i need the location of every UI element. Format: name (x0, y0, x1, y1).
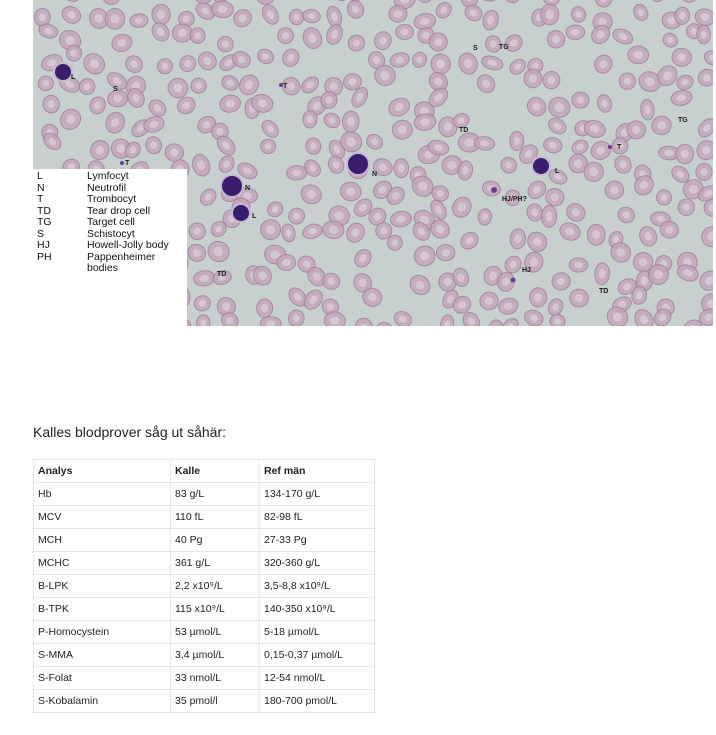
reference-value-cell: 3,5-8,8 x10⁹/L (260, 575, 375, 598)
cell-label: N (372, 171, 378, 178)
red-blood-cell (190, 28, 205, 44)
red-blood-cell (172, 24, 192, 43)
patient-value-cell: 361 g/L (171, 552, 260, 575)
patient-value-cell: 115 x10⁹/L (171, 598, 260, 621)
patient-value-cell: 3,4 µmol/L (171, 644, 260, 667)
analysis-cell: S-Kobalamin (34, 690, 171, 713)
reference-value-cell: 140-350 x10⁹/L (260, 598, 375, 621)
cell-label: TD (217, 271, 227, 278)
legend-abbr: HJ (37, 239, 50, 251)
patient-value-cell: 110 fL (171, 506, 260, 529)
legend-abbr: PH (37, 250, 52, 263)
cell-label: TG (499, 44, 509, 51)
reference-value-cell: 0,15-0,37 µmol/L (260, 644, 375, 667)
analysis-cell: Hb (34, 483, 171, 506)
red-blood-cell (256, 299, 272, 318)
legend-abbr: TG (37, 216, 52, 228)
column-header-reference: Ref män (260, 460, 375, 483)
table-header-row (34, 460, 375, 483)
legend-abbr: T (37, 193, 44, 205)
cell-label: T (125, 160, 130, 167)
analysis-cell: MCV (34, 506, 171, 529)
inclusion-body (491, 187, 497, 193)
cell-label: L (555, 168, 560, 175)
cell-label: N (245, 185, 251, 192)
cell-label: TD (459, 127, 469, 134)
reference-value-cell: 180-700 pmol/L (260, 690, 375, 713)
analysis-cell: P-Homocystein (34, 621, 171, 644)
legend-name: Trombocyt (87, 193, 137, 205)
red-blood-cell (696, 163, 712, 180)
reference-value-cell: 320-360 g/L (260, 552, 375, 575)
table-row (34, 598, 375, 621)
cell-label: HJ/PH? (502, 196, 527, 203)
analysis-cell: S-MMA (34, 644, 171, 667)
lab-results-table (33, 459, 375, 713)
red-blood-cell (342, 111, 360, 133)
cell-label: L (252, 213, 257, 220)
legend-name: Target cell (87, 216, 135, 228)
legend-name: Schistocyt (87, 227, 135, 240)
cell-label: TD (599, 288, 609, 295)
patient-value-cell: 40 Pg (171, 529, 260, 552)
analysis-cell: MCHC (34, 552, 171, 575)
analysis-cell: S-Folat (34, 667, 171, 690)
legend-item (33, 240, 187, 252)
red-blood-cell (566, 25, 585, 40)
table-row (34, 667, 375, 690)
neutrophil-cell (347, 153, 369, 175)
cell-label: S (113, 86, 118, 93)
inclusion-body (511, 278, 516, 283)
red-blood-cell (628, 46, 649, 64)
legend-name: Neutrofil (87, 181, 127, 194)
patient-value-cell: 35 pmol/l (171, 690, 260, 713)
cell-label: S (473, 45, 478, 52)
table-row (34, 621, 375, 644)
legend-item (33, 171, 187, 183)
legend-abbr: N (37, 181, 45, 194)
reference-value-cell: 82-98 fL (260, 506, 375, 529)
analysis-cell: B-LPK (34, 575, 171, 598)
reference-value-cell: 134-170 g/L (260, 483, 375, 506)
lymphocyte-cell (54, 63, 72, 81)
analysis-cell: MCH (34, 529, 171, 552)
red-blood-cell (152, 4, 170, 24)
table-row (34, 529, 375, 552)
legend-abbr: L (37, 170, 43, 182)
cell-label: T (617, 144, 622, 151)
red-blood-cell (697, 25, 711, 44)
lab-results-heading: Kalles blodprover såg ut såhär: (33, 424, 226, 440)
reference-value-cell: 27-33 Pg (260, 529, 375, 552)
patient-value-cell: 2,2 x10⁹/L (171, 575, 260, 598)
table-row (34, 575, 375, 598)
cell-label: T (283, 83, 288, 90)
red-blood-cell (587, 224, 606, 245)
column-header-analysis: Analys (34, 460, 171, 483)
red-blood-cell (569, 258, 588, 272)
platelet-cell (608, 145, 612, 149)
legend-name: Howell-Jolly body (87, 239, 169, 251)
column-header-patient: Kalle (171, 460, 260, 483)
red-blood-cell (66, 45, 81, 61)
table-row (34, 552, 375, 575)
patient-value-cell: 33 nmol/L (171, 667, 260, 690)
platelet-cell (120, 161, 124, 165)
reference-value-cell: 12-54 nmol/L (260, 667, 375, 690)
table-row (34, 483, 375, 506)
patient-value-cell: 53 µmol/L (171, 621, 260, 644)
legend-name: Tear drop cell (87, 204, 151, 217)
red-blood-cell (289, 9, 304, 25)
red-blood-cell (510, 131, 524, 150)
red-blood-cell (321, 92, 338, 109)
legend-item (33, 252, 187, 275)
table-row (34, 644, 375, 667)
patient-value-cell: 83 g/L (171, 483, 260, 506)
red-blood-cell (396, 24, 414, 39)
red-blood-cell (394, 159, 409, 178)
cell-legend (33, 169, 187, 331)
neutrophil-cell (221, 175, 243, 197)
red-blood-cell (676, 144, 694, 164)
legend-item (33, 194, 187, 206)
table-row (34, 506, 375, 529)
analysis-cell: B-TPK (34, 598, 171, 621)
legend-item (33, 217, 187, 229)
red-blood-cell (436, 245, 455, 261)
lymphocyte-cell (532, 157, 550, 175)
lymphocyte-cell (232, 204, 250, 222)
legend-name: Pappenheimer bodies (87, 250, 156, 274)
legend-name: Lymfocyt (87, 170, 129, 182)
legend-abbr: S (37, 227, 45, 240)
cell-label: HJ (522, 267, 531, 274)
cell-label: TG (678, 117, 688, 124)
table-row (34, 690, 375, 713)
reference-value-cell: 5-18 µmol/L (260, 621, 375, 644)
red-blood-cell (389, 5, 407, 22)
legend-abbr: TD (37, 204, 51, 217)
cell-label: L (71, 74, 76, 81)
